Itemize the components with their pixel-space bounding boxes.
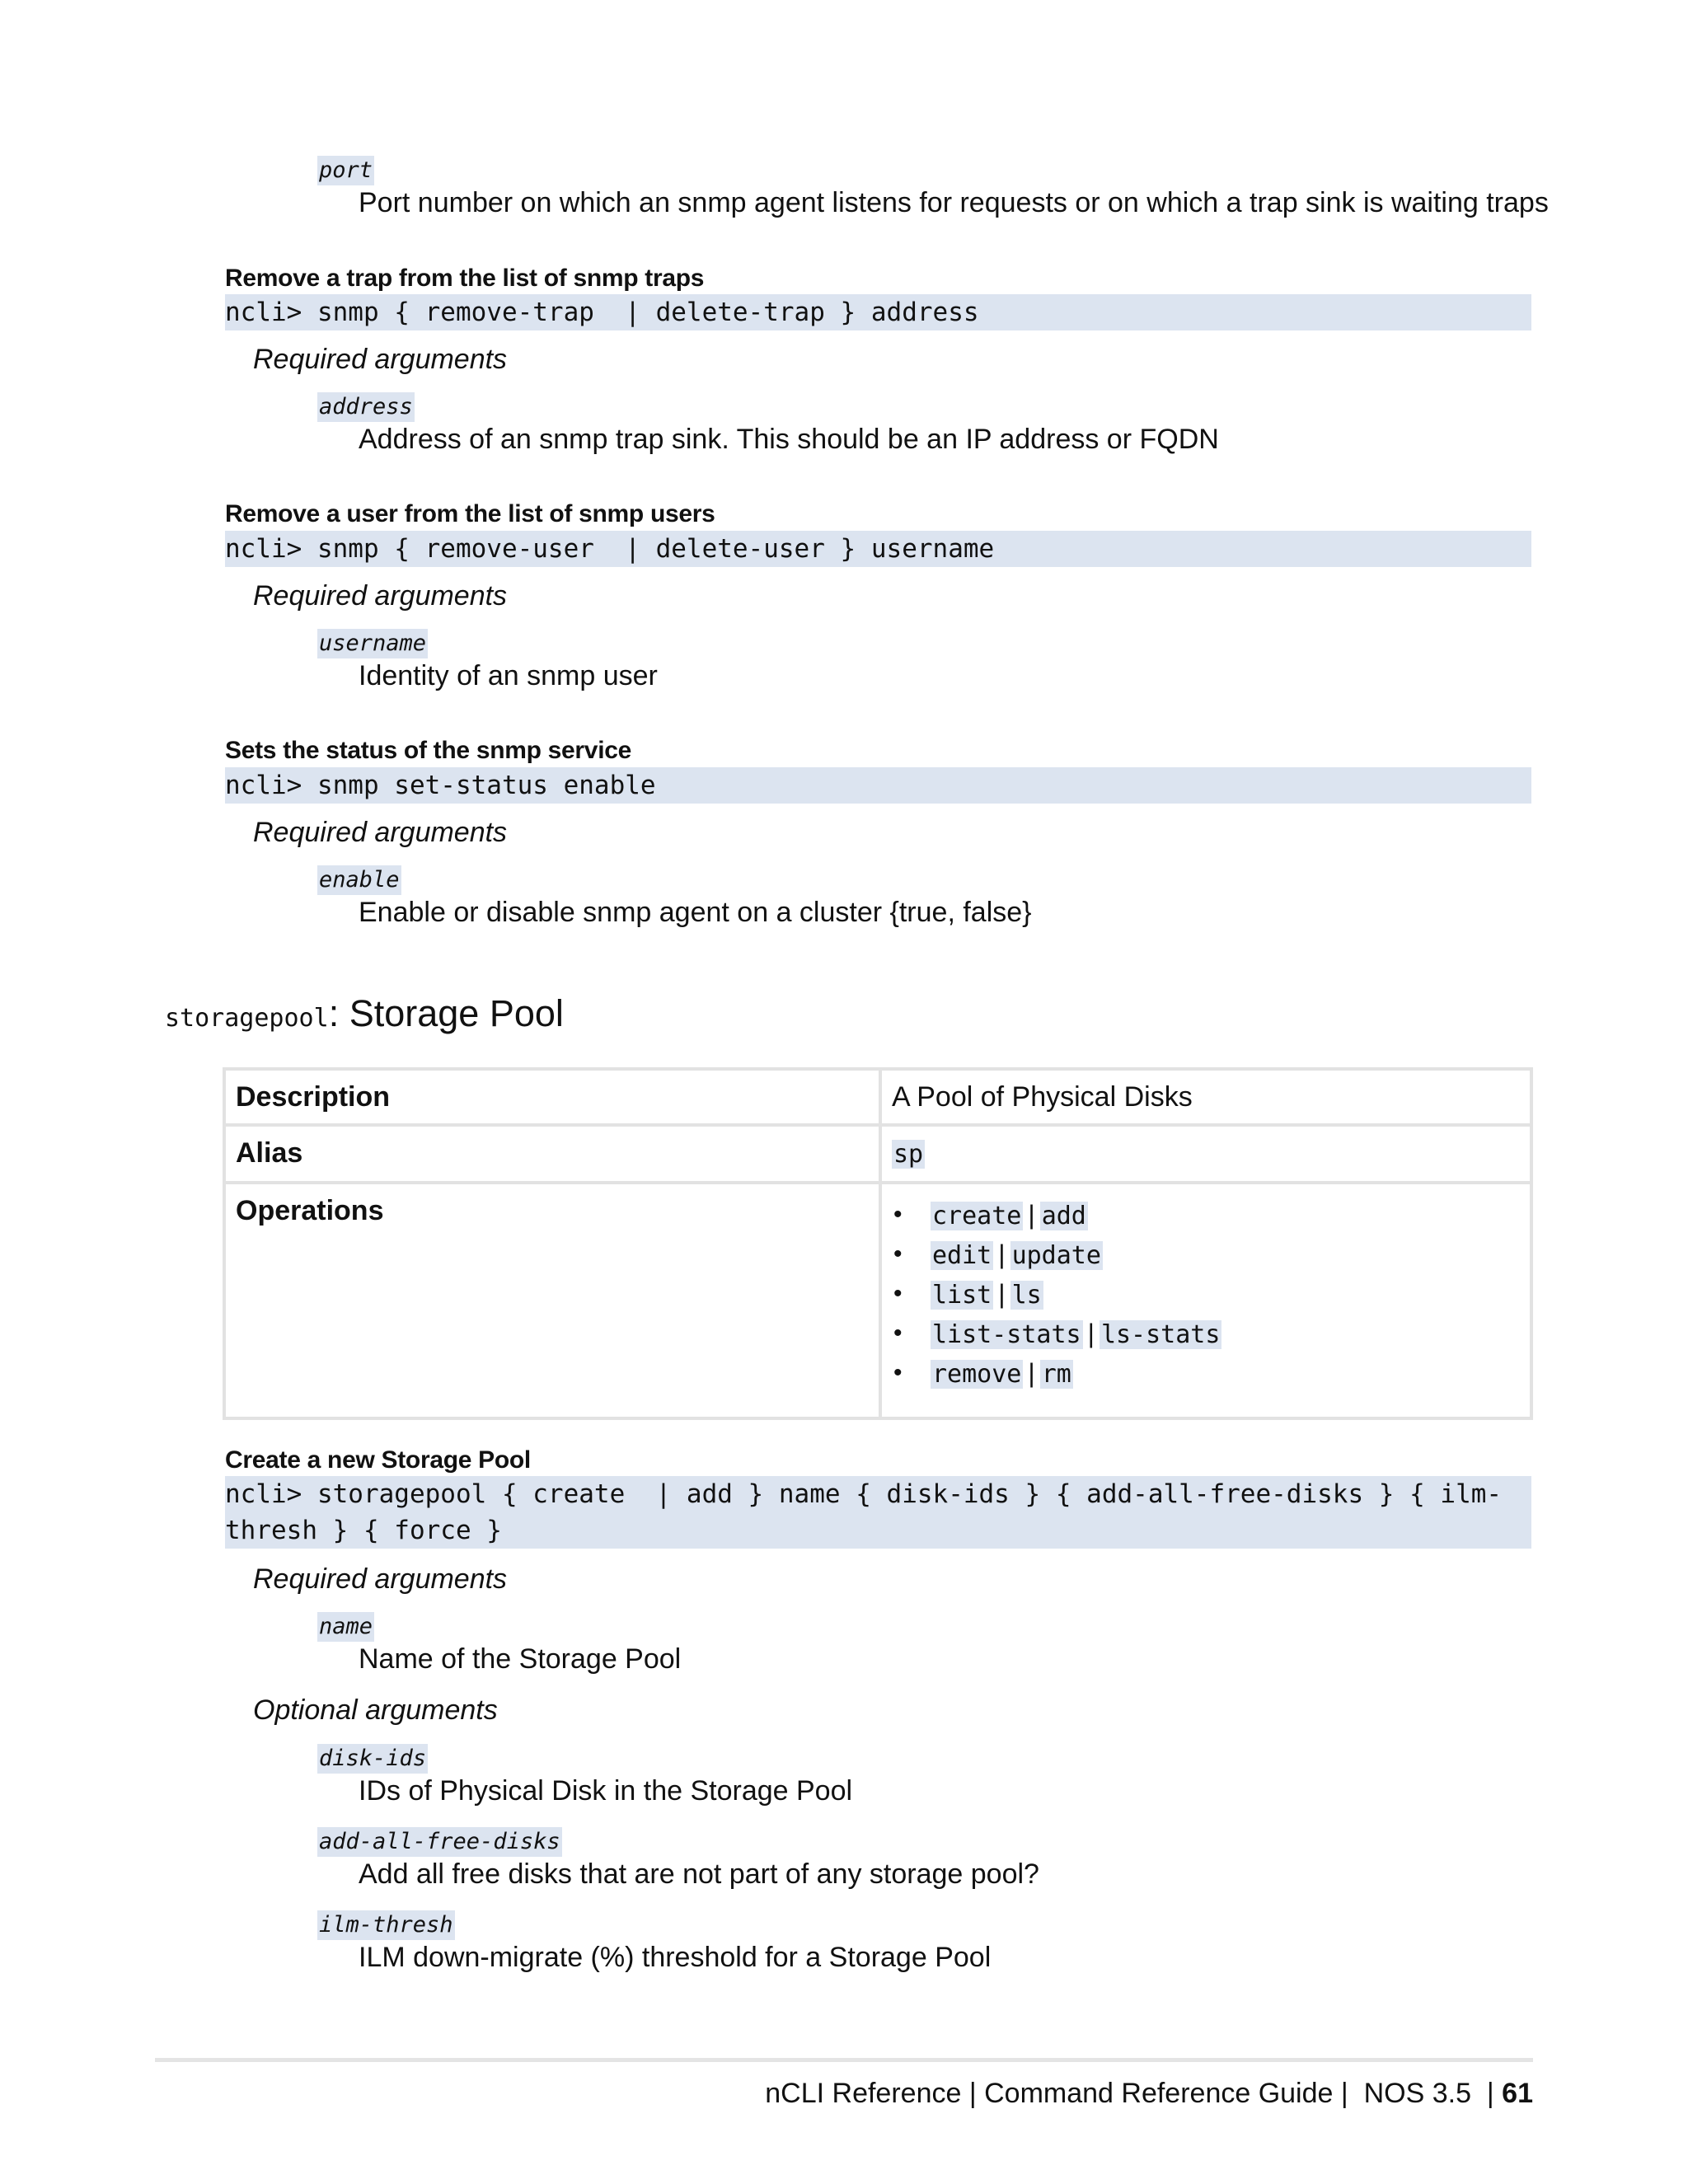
entity-title: Storage Pool	[349, 992, 564, 1034]
list-item	[892, 1315, 1520, 1354]
operation-alias: add	[1041, 1202, 1086, 1230]
list-item	[892, 1275, 1520, 1315]
entity-heading-storagepool	[165, 989, 564, 1047]
operation-separator: |	[1028, 1358, 1035, 1388]
alias-value: sp	[893, 1140, 924, 1169]
alias-cell	[882, 1127, 1530, 1181]
section-heading-create-pool: Create a new Storage Pool	[225, 1446, 531, 1474]
operation-alias: ls-stats	[1100, 1320, 1221, 1349]
operation-alias: ls	[1011, 1281, 1042, 1310]
operation-separator: |	[998, 1240, 1006, 1269]
arg-name-address: address	[317, 392, 415, 422]
required-arguments-label: Required arguments	[253, 817, 508, 848]
required-arguments-label: Required arguments	[253, 580, 508, 612]
table-row-operations	[226, 1184, 1530, 1417]
operation-alias: update	[1011, 1241, 1101, 1270]
table-row-alias	[226, 1127, 1530, 1181]
arg-desc-name: Name of the Storage Pool	[359, 1643, 682, 1675]
operation-name: list-stats	[932, 1320, 1081, 1349]
table-row-description	[226, 1071, 1530, 1123]
arg-desc-ilm-thresh: ILM down-migrate (%) threshold for a Storage Pool	[359, 1942, 992, 1973]
description-label: Description	[226, 1071, 879, 1123]
operation-alias: rm	[1041, 1360, 1071, 1389]
page-number: 61	[1502, 2078, 1533, 2109]
required-arguments-label: Required arguments	[253, 1563, 508, 1595]
entity-code: storagepool	[165, 1004, 329, 1033]
alias-label: Alias	[226, 1127, 879, 1181]
command-create-pool	[225, 1476, 1531, 1549]
entity-info-table	[223, 1067, 1533, 1420]
arg-name-disk-ids: disk-ids	[317, 1744, 428, 1774]
section-heading-set-status: Sets the status of the snmp service	[225, 737, 631, 764]
required-arguments-label: Required arguments	[253, 344, 508, 375]
list-item	[892, 1354, 1520, 1394]
arg-name-port: port	[317, 156, 374, 185]
arg-name-username: username	[317, 629, 428, 658]
footer-text: nCLI Reference | Command Reference Guide | NOS 3.5 |	[765, 2078, 1503, 2109]
arg-desc-username: Identity of an snmp user	[359, 660, 658, 691]
operation-name: remove	[932, 1360, 1022, 1389]
description-value: A Pool of Physical Disks	[882, 1071, 1530, 1123]
arg-desc-address: Address of an snmp trap sink. This should be an IP address or FQDN	[359, 424, 1219, 455]
arg-desc-port: Port number on which an snmp agent listens for requests or on which a trap sink is waiting traps	[359, 187, 1549, 218]
arg-desc-disk-ids: IDs of Physical Disk in the Storage Pool	[359, 1775, 853, 1807]
list-item	[892, 1235, 1520, 1275]
arg-desc-add-all-free-disks: Add all free disks that are not part of any storage pool?	[359, 1858, 1039, 1890]
command-remove-trap: ncli> snmp { remove-trap | delete-trap } address	[225, 294, 1531, 330]
entity-separator: :	[328, 992, 349, 1034]
operation-separator: |	[1087, 1319, 1095, 1348]
arg-name-enable: enable	[317, 865, 401, 895]
optional-arguments-label: Optional arguments	[253, 1694, 498, 1726]
list-item	[892, 1196, 1520, 1235]
section-heading-remove-user: Remove a user from the list of snmp users	[225, 500, 715, 527]
arg-name-ilm-thresh: ilm-thresh	[317, 1910, 455, 1940]
operation-name: list	[932, 1281, 992, 1310]
footer-rule	[155, 2058, 1533, 2062]
page-footer	[765, 2075, 1533, 2111]
command-remove-user: ncli> snmp { remove-user | delete-user } username	[225, 531, 1531, 567]
operation-name: edit	[932, 1241, 992, 1270]
operation-separator: |	[1028, 1200, 1035, 1230]
operations-label: Operations	[226, 1184, 879, 1417]
operation-separator: |	[998, 1279, 1006, 1309]
arg-name-add-all-free-disks: add-all-free-disks	[317, 1827, 562, 1857]
arg-name-name: name	[317, 1612, 374, 1642]
command-line-1: ncli> storagepool { create | add } name { disk-ids } { add-all-free-disks } { ilm-	[225, 1479, 1503, 1509]
command-set-status: ncli> snmp set-status enable	[225, 767, 1531, 804]
section-heading-remove-trap: Remove a trap from the list of snmp traps	[225, 265, 705, 292]
operation-name: create	[932, 1202, 1022, 1230]
command-line-2: thresh } { force }	[225, 1516, 502, 1545]
operations-cell	[882, 1184, 1530, 1417]
arg-desc-enable: Enable or disable snmp agent on a cluster {true, false}	[359, 897, 1032, 928]
operations-list	[892, 1196, 1520, 1394]
